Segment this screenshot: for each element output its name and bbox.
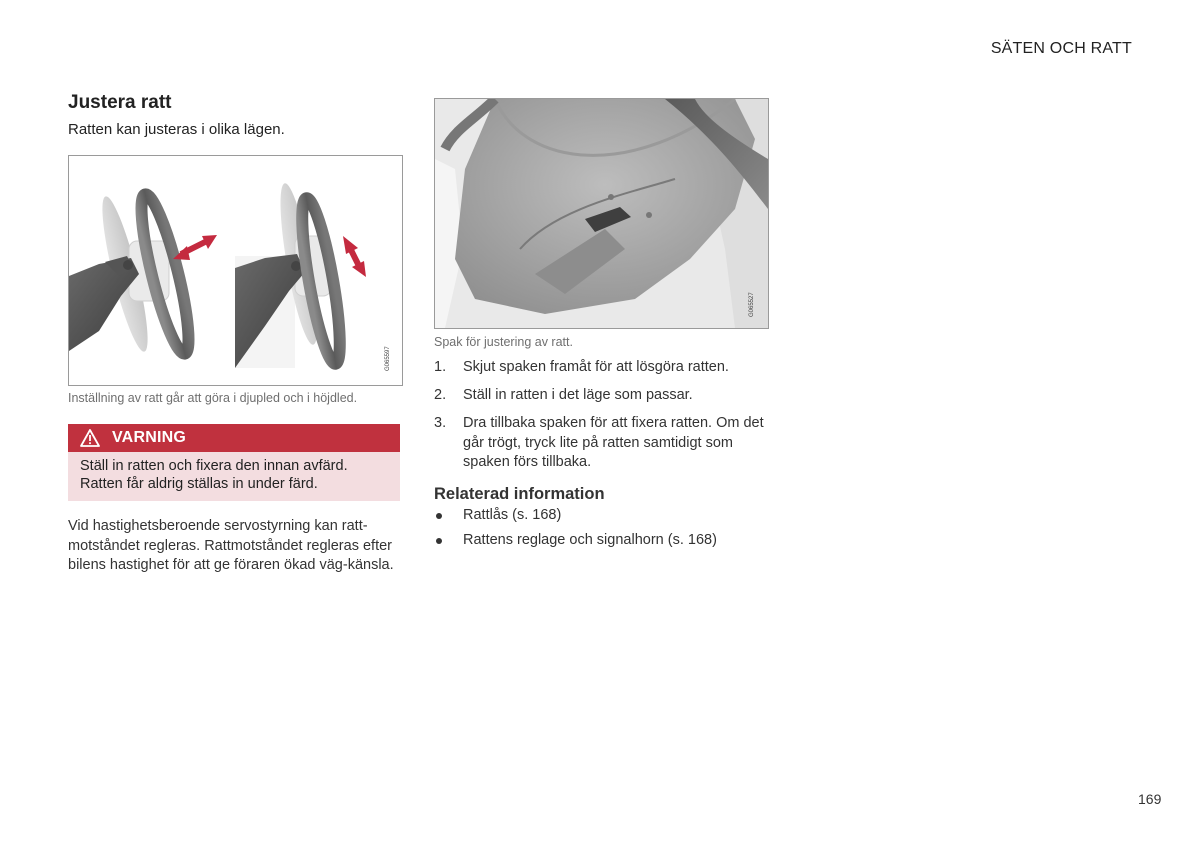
step-number: 1.	[434, 359, 447, 375]
list-item	[434, 386, 764, 406]
section-header: SÄTEN OCH RATT	[990, 40, 1132, 57]
intro-text: Ratten kan justeras i olika lägen.	[68, 121, 285, 138]
figure-caption: Inställning av ratt går att göra i djupled och i höjdled.	[68, 391, 358, 405]
step-number: 2.	[434, 387, 447, 403]
step-text: Ställ in ratten i det läge som passar.	[463, 387, 693, 403]
warning-triangle-icon	[80, 429, 100, 447]
lever-illustration	[434, 98, 769, 329]
warning-label: VARNING	[112, 429, 186, 446]
list-item	[434, 358, 764, 378]
bullet-icon	[436, 538, 442, 544]
page-title: Justera ratt	[68, 92, 172, 113]
page-number: 169	[1138, 791, 1162, 807]
height-adjust-scene	[235, 181, 366, 368]
related-link-rattlas[interactable]: Rattlås (s. 168)	[463, 507, 562, 523]
list-item	[434, 414, 764, 473]
list-item	[434, 531, 717, 551]
related-list	[434, 506, 717, 556]
related-link-rattens-reglage[interactable]: Rattens reglage och signalhorn (s. 168)	[463, 532, 717, 548]
step-list	[434, 358, 764, 481]
body-text: Vid hastighetsberoende servostyrning kan ratt-motståndet regleras. Rattmotståndet regleras efter bilens hastighet för att ge föraren ökad väg-känsla.	[68, 518, 394, 573]
step-text: Dra tillbaka spaken för att fixera ratten. Om det går trögt, tryck lite på ratten samtidigt som spaken förs tillbaka.	[463, 415, 764, 470]
height-arrow-icon	[343, 236, 366, 277]
related-heading: Relaterad information	[434, 485, 605, 503]
figure-caption: Spak för justering av ratt.	[434, 335, 573, 349]
step-text: Skjut spaken framåt för att lösgöra ratten.	[463, 359, 729, 375]
list-item	[434, 506, 717, 526]
step-number: 3.	[434, 415, 447, 431]
steering-adjust-illustration	[68, 155, 403, 386]
warning-text: Ställ in ratten och fixera den innan avfärd. Ratten får aldrig ställas in under färd.	[80, 458, 348, 492]
depth-arrow-icon	[173, 235, 217, 260]
figure-code: G065597	[385, 346, 391, 371]
depth-adjust-scene	[69, 191, 217, 356]
bullet-icon	[436, 513, 442, 519]
figure-code: G065527	[749, 292, 755, 317]
warning-box	[68, 424, 400, 501]
warning-header	[68, 424, 400, 452]
